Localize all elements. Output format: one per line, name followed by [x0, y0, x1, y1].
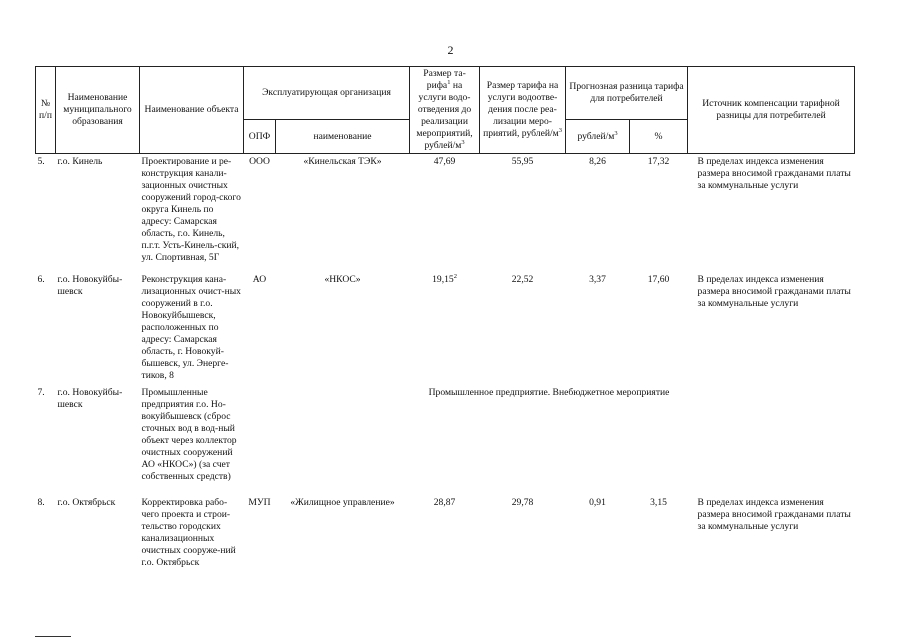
row-num: 8. [37, 496, 45, 508]
row-diff-pct: 17,60 [647, 273, 670, 285]
tariff-before-value: 47,69 [433, 156, 456, 167]
row-municipality: г.о. Новокуйбы-шевск [57, 386, 123, 410]
header-municipality: Наименование муниципального образования [56, 67, 140, 154]
tariff-table [35, 66, 855, 575]
row-note: Промышленное предприятие. Внебюджетное мероприятие [428, 386, 670, 398]
table-row [36, 385, 855, 495]
row-diff-rub: 3,37 [589, 273, 606, 285]
row-object: Промышленные предприятия г.о. Но-вокуйбышевск (сброс сточных вод в вод-ный объект через коллектор очистных сооружений АО «НКОС») (за счет собственных средств) [141, 386, 237, 482]
row-operator-name: «Жилищное управление» [290, 496, 395, 508]
footnote-mark: 1 [447, 78, 451, 86]
header-rub-text: рублей/м [577, 130, 615, 142]
header-forecast-diff: Прогнозная разница тарифа для потребителей [566, 67, 688, 120]
row-source: В пределах индекса изменения размера вносимой гражданами платы за коммунальные услуги [697, 156, 851, 191]
table-row [36, 272, 855, 385]
header-tariff-before-b: на услуги водо-отведения до реализации мероприятий, рублей/м [416, 80, 473, 151]
row-opf: ООО [249, 156, 270, 167]
page-number: 2 [447, 43, 454, 57]
header-rub-per-m3 [566, 120, 630, 154]
row-diff-pct: 17,32 [647, 156, 670, 167]
unit-superscript: 3 [558, 126, 562, 134]
row-operator-name: «Кинельская ТЭК» [303, 156, 382, 167]
footnote-separator [35, 636, 71, 637]
row-tariff-after: 55,95 [511, 156, 534, 167]
header-operator: Эксплуатирующая организация [244, 67, 410, 120]
row-opf: АО [252, 273, 267, 285]
row-tariff-after: 22,52 [511, 273, 534, 285]
header-tariff-after-text: Размер тарифа на услуги водоотве-дения после реа-лизации меро-приятий, рублей/м [483, 80, 559, 139]
row-source: В пределах индекса изменения размера вносимой гражданами платы за коммунальные услуги [697, 273, 851, 309]
header-operator-name: наименование [276, 120, 410, 154]
row-source: В пределах индекса изменения размера вносимой гражданами платы за коммунальные услуги [697, 496, 851, 532]
row-diff-rub: 8,26 [589, 156, 606, 167]
row-tariff-before [410, 272, 480, 385]
header-num: № п/п [36, 67, 56, 154]
row-diff-rub: 0,91 [589, 496, 606, 508]
table-row [36, 495, 855, 575]
row-tariff-after: 29,78 [511, 496, 534, 508]
row-tariff-before [410, 154, 480, 272]
header-tariff-after [480, 67, 566, 154]
row-num: 5. [37, 156, 45, 167]
footnote-mark: 2 [453, 272, 457, 280]
row-municipality: г.о. Кинель [57, 156, 103, 167]
row-opf: МУП [248, 496, 271, 508]
tariff-before-value: 19,15 [432, 273, 454, 285]
tariff-before-value: 28,87 [433, 496, 456, 508]
header-percent: % [630, 120, 688, 154]
header-tariff-before [410, 67, 480, 154]
row-num: 6. [37, 273, 45, 285]
header-tariff-before-a: Размер та-рифа [423, 68, 466, 91]
row-num: 7. [37, 386, 45, 398]
row-municipality: г.о. Октябрьск [57, 496, 116, 508]
row-object: Корректировка рабо-чего проекта и строи-тельство городских канализационных очистных сооруже-ний г.о. Октябрьск [141, 496, 236, 568]
unit-superscript: 3 [461, 138, 465, 146]
row-object: Проектирование и ре-конструкция канали-зационных очистных сооружений город-ского округа Кинель по адресу: Самарская область, г.о. Кинель, п.г.т. Усть-Кинель-ский, ул. Спортивная, 5Г [141, 156, 241, 263]
header-opf: ОПФ [244, 120, 276, 154]
row-diff-pct: 3,15 [650, 496, 667, 508]
unit-superscript: 3 [614, 129, 618, 137]
row-operator-name: «НКОС» [324, 273, 361, 285]
header-source: Источник компенсации тарифной разницы для потребителей [688, 67, 855, 154]
table-row [36, 154, 855, 272]
row-tariff-before [410, 495, 480, 575]
row-municipality: г.о. Новокуйбы-шевск [57, 273, 123, 297]
row-object: Реконструкция кана-лизационных очист-ных сооружений в г.о. Новокуйбышевск, расположенных по адресу: Самарская область, г. Новокуй-бышевск, ул. Энерге-тиков, 8 [141, 273, 241, 381]
header-object: Наименование объекта [140, 67, 244, 154]
